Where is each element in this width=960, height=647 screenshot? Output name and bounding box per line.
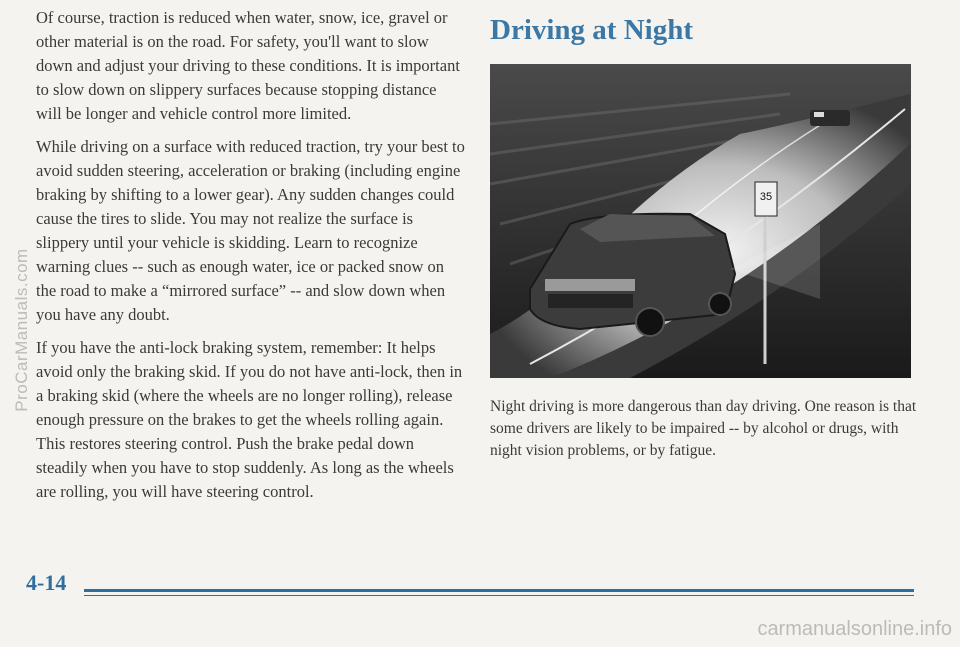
section-heading: Driving at Night (490, 14, 693, 46)
page-footer (26, 570, 914, 608)
paragraph-anti-lock: If you have the anti-lock braking system, remember: It helps avoid only the braking skid. If you do not have anti-lock, then in a braking skid (where the wheels are no longer rolling), release enough pressure on the brakes to get the wheels rolling again. This restores steering control. Push the brake pedal down steadily when you have to stop suddenly. As long as the wheels are rolling, you will have steering control. (36, 338, 463, 501)
night-driving-photo (490, 64, 911, 378)
bottom-watermark: carmanualsonline.info (757, 618, 952, 640)
left-text-column (36, 6, 466, 513)
speed-sign-number: 35 (759, 191, 773, 203)
footer-rule (84, 589, 914, 592)
night-road-illustration (490, 64, 911, 378)
paragraph-reduced-traction: While driving on a surface with reduced traction, try your best to avoid sudden steering, acceleration or braking (including engine braking by shifting to a lower gear). Any sudden changes could cause the tires to slide. You may not realize the surface is slippery until your vehicle is skidding. Learn to recognize warning clues -- such as enough water, ice or packed snow on the road to make a “mirrored surface” -- and slow down when you have any doubt. (36, 137, 465, 324)
paragraph-traction: Of course, traction is reduced when water, snow, ice, gravel or other material is on the road. For safety, you'll want to slow down and adjust your driving to these conditions. It is important to slow down on slippery surfaces because stopping distance will be longer and vehicle control more limited. (36, 8, 460, 123)
caption-text: Night driving is more dangerous than day driving. One reason is that some drivers are likely to be impaired -- by alcohol or drugs, with night vision problems, or by fatigue. (490, 398, 917, 459)
side-watermark: ProCarManuals.com (12, 248, 31, 412)
footer-rule-thin (84, 595, 914, 596)
photo-caption (490, 396, 930, 462)
right-column (490, 0, 930, 459)
page-number: 4-14 (26, 570, 67, 595)
